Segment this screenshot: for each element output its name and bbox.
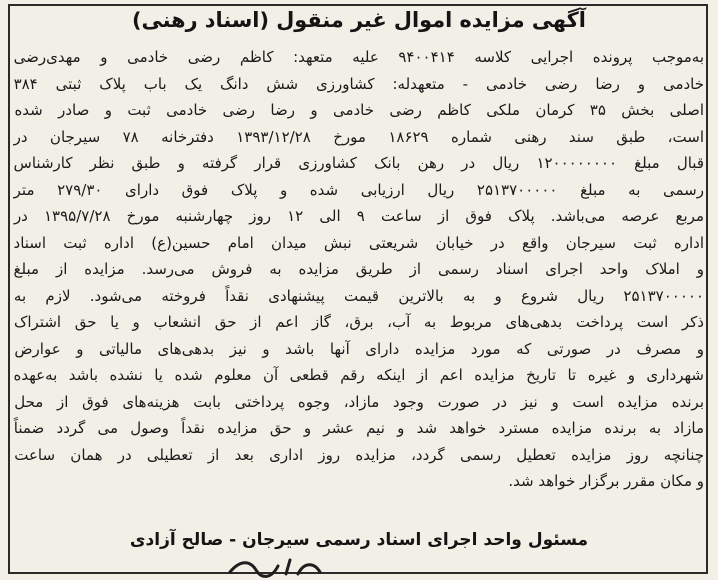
- body-line: اصلی بخش ۳۵ کرمان ملکی کاظم رضی خادمی و رضا رضی خادمی ثبت و صادر شده: [14, 101, 704, 119]
- body-line: و املاک واحد اجرای اسناد رسمی از طریق مزایده به فروش می‌رسد. مزایده از مبلغ: [13, 260, 704, 278]
- body-line: و مکان مقرر برگزار خواهد شد.: [508, 472, 704, 490]
- body-line: ۲۵۱۳۷۰۰۰۰۰ ریال شروع و به بالاترین قیمت پیشنهادی نقداً فروخته می‌شود. لازم به: [13, 286, 704, 305]
- body-line: مربع عرصه می‌باشد. پلاک فوق از ساعت ۹ الی ۱۲ روز چهارشنبه مورخ ۱۳۹۵/۷/۲۸ در: [13, 207, 704, 225]
- body-line: ذکر است پرداخت بدهی‌های مربوط به آب، برق، گاز اعم از حق انشعاب و یا حق اشتراک: [13, 313, 704, 331]
- body-line: شهرداری و غیره تا تاریخ مزایده اعم از اینکه رقم قطعی آن معلوم شده یا نشده باشد به‌عهده: [13, 366, 704, 384]
- body-line: مازاد به برنده مزایده مسترد خواهد شد و نیم عشر و حق مزایده نقداً وصول می گردد ضمناً: [13, 419, 704, 437]
- notice-title: آگهی مزایده اموال غیر منقول (اسناد رهنی): [132, 8, 586, 32]
- body-line: و مصرف در صورتی که مورد مزایده دارای آنها باشد و نیز بدهی‌های مالیاتی و عوارض: [14, 339, 704, 358]
- body-line: رسمی به مبلغ ۲۵۱۳۷۰۰۰۰۰ ریال ارزیابی شده و پلاک فوق دارای ۲۷۹/۳۰ متر: [13, 180, 704, 199]
- body-line: قبال مبلغ ۱۲۰۰۰۰۰۰۰۰ ریال در رهن بانک کشاورزی قرار گرفته و طبق نظر کارشناس: [13, 154, 704, 172]
- body-line: چنانچه روز مزایده تعطیل رسمی گردد، مزایده روز اداری بعد از تعطیلی در همان ساعت: [14, 445, 704, 464]
- notice-signature: مسئول واحد اجرای اسناد رسمی سیرجان - صالح آزادی: [129, 530, 589, 550]
- notice-body: [14, 46, 704, 524]
- body-line: خادمی و رضا رضی خادمی - متعهدله: کشاورزی شش دانگ یک باب پلاک ثبتی ۳۸۴: [13, 74, 704, 93]
- body-line: به‌موجب پرونده اجرایی کلاسه ۹۴۰۰۴۱۴ علیه متعهد: کاظم رضی خادمی و مهدی‌رضی: [13, 48, 704, 66]
- handwritten-mark: [226, 556, 326, 578]
- body-line: برنده مزایده است و نیز در صورت وجود مازاد، وجوه پرداختی بابت هزینه‌های فوق از محل: [14, 392, 704, 411]
- body-line: است، طبق سند رهنی شماره ۱۸۶۲۹ مورخ ۱۳۹۳/۱۲/۲۸ دفترخانه ۷۸ سیرجان در: [13, 127, 704, 146]
- body-line: اداره ثبت سیرجان واقع در خیابان شریعتی نبش میدان امام حسین(ع) اداره ثبت اسناد: [13, 233, 704, 252]
